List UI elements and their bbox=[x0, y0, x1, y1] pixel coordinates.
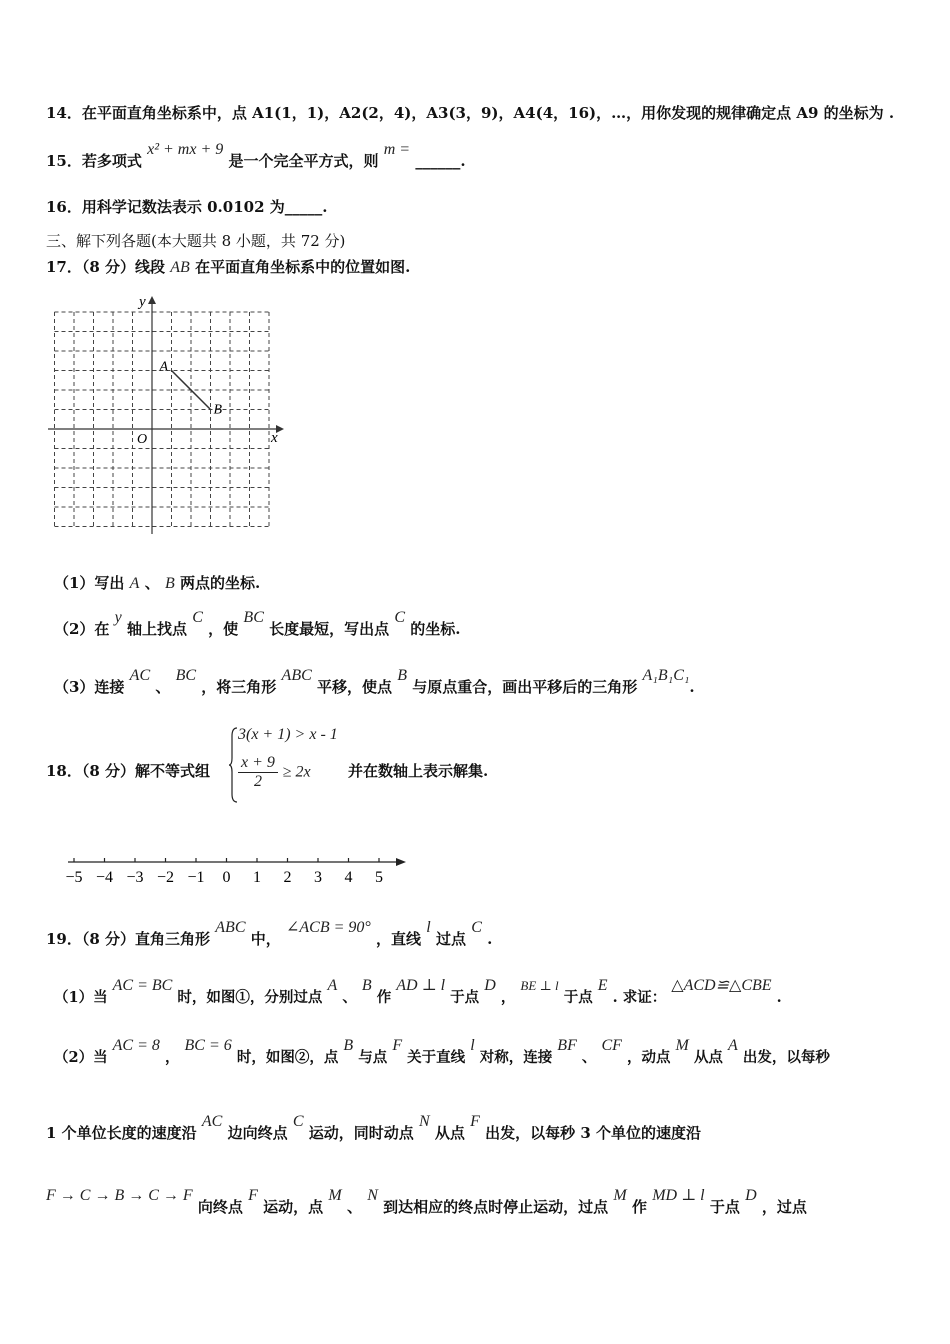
q19-l1-text-a: 19．（8 分）直角三角形 bbox=[46, 930, 211, 948]
y-axis-label: y bbox=[139, 294, 146, 310]
q18-suffix: 并在数轴上表示解集. bbox=[348, 762, 489, 780]
q17-p3-ac: AC bbox=[129, 667, 151, 684]
q19-l4-f: F bbox=[470, 1113, 480, 1130]
q19-l2-text-g: 于点 bbox=[563, 989, 593, 1006]
q17-p1-text-c: 两点的坐标. bbox=[179, 574, 261, 592]
q17-p2-text-a: （2）在 bbox=[54, 620, 110, 638]
point-a-label: A bbox=[159, 359, 169, 375]
q17-p3-text-d: 平移，使点 bbox=[317, 678, 393, 696]
q19-l2-d: D bbox=[484, 977, 496, 994]
q19-l1-text-e: . bbox=[487, 930, 493, 948]
question-18 bbox=[46, 760, 210, 781]
q19-l1-abc: ABC bbox=[215, 919, 246, 936]
q19-l3-cf: CF bbox=[601, 1037, 622, 1054]
q19-line-1 bbox=[46, 919, 493, 949]
q19-l3-bc: BC = 6 bbox=[184, 1037, 232, 1054]
q19-l2-ac-bc: AC = BC bbox=[112, 977, 173, 994]
number-line-tick-label: 4 bbox=[344, 869, 353, 886]
q19-l5-md-perp: MD ⊥ l bbox=[652, 1187, 705, 1204]
question-17 bbox=[46, 256, 410, 277]
q17-suffix: 在平面直角坐标系中的位置如图. bbox=[195, 258, 411, 276]
q17-p2-text-e: 的坐标. bbox=[410, 620, 461, 638]
q19-l3-text-c: 时，如图②，点 bbox=[236, 1049, 339, 1066]
question-14-text: 14．在平面直角坐标系中，点 A1(1，1)，A2(2，4)，A3(3，9)，A4(4，16)，…，用你发现的规律确定点 A9 的坐标为 . bbox=[46, 104, 895, 122]
q19-l3-text-g: 、 bbox=[581, 1049, 597, 1066]
q19-l3-text-j: 出发，以每秒 bbox=[742, 1049, 830, 1066]
q19-l3-b: B bbox=[343, 1037, 354, 1054]
q19-l3-text-e: 关于直线 bbox=[407, 1049, 466, 1066]
q19-l4-text-b: 边向终点 bbox=[227, 1124, 288, 1142]
q17-p1-text-a: （1）写出 bbox=[54, 574, 125, 592]
q17-p1-text-b: 、 bbox=[144, 574, 160, 592]
q19-l2-congruent: △ACD≌△CBE bbox=[671, 977, 772, 994]
question-14 bbox=[46, 102, 894, 123]
q19-l3-a: A bbox=[728, 1037, 738, 1054]
q19-l2-a: A bbox=[327, 977, 338, 994]
q17-p3-text-e: 与原点重合，画出平移后的三角形 bbox=[412, 678, 638, 696]
q19-l5-text-b: 运动，点 bbox=[263, 1198, 324, 1216]
q19-l4-text-d: 从点 bbox=[434, 1124, 465, 1142]
q19-l5-text-g: ，过点 bbox=[761, 1198, 807, 1216]
q19-l5-d: D bbox=[745, 1187, 757, 1204]
q19-l2-b: B bbox=[361, 977, 372, 994]
q15-polynomial: x² + mx + 9 bbox=[147, 141, 224, 158]
number-line-tick-label: −4 bbox=[95, 869, 114, 886]
q15-blank: ______ bbox=[415, 152, 461, 170]
q19-l5-text-d: 到达相应的终点时停止运动，过点 bbox=[383, 1198, 609, 1216]
q18-fraction-numerator: x + 9 bbox=[238, 754, 278, 773]
q19-l1-text-b: 中， bbox=[250, 930, 281, 948]
q17-p2-text-d: 长度最短，写出点 bbox=[269, 620, 390, 638]
q19-l3-text-i: 从点 bbox=[693, 1049, 723, 1066]
q17-p1-point-a: A bbox=[129, 575, 140, 592]
q18-suffix-line bbox=[348, 760, 488, 781]
q16-suffix: . bbox=[322, 198, 328, 216]
q19-l3-text-a: （2）当 bbox=[54, 1049, 108, 1066]
q17-p2-bc: BC bbox=[243, 609, 264, 626]
q17-p3-text-a: （3）连接 bbox=[54, 678, 125, 696]
q19-l5-m: M bbox=[328, 1187, 342, 1204]
q19-l1-text-d: 过点 bbox=[435, 930, 466, 948]
q19-l5-text-e: 作 bbox=[631, 1198, 647, 1216]
q19-l1-text-c: ，直线 bbox=[376, 930, 422, 948]
q19-l5-m2: M bbox=[613, 1187, 627, 1204]
q18-prefix: 18．（8 分）解不等式组 bbox=[46, 762, 211, 780]
q19-l2-text-c: 、 bbox=[342, 989, 357, 1006]
number-line-tick-label: 3 bbox=[314, 869, 322, 886]
q19-l3-f: F bbox=[392, 1037, 403, 1054]
q19-l2-text-i: . bbox=[776, 989, 782, 1006]
q19-l3-l: l bbox=[470, 1037, 475, 1054]
q17-p2-c: C bbox=[192, 609, 203, 626]
point-b-label: B bbox=[213, 402, 223, 418]
q17-p2-c2: C bbox=[394, 609, 406, 626]
q19-l1-l: l bbox=[426, 919, 431, 936]
q15-variable: m = bbox=[383, 141, 411, 158]
y-axis-arrow bbox=[148, 296, 156, 304]
q19-l2-e: E bbox=[597, 977, 608, 994]
number-line-tick-label: 5 bbox=[375, 869, 383, 886]
q16-text: 16．用科学记数法表示 0.0102 为 bbox=[46, 198, 285, 216]
q15-middle: 是一个完全平方式，则 bbox=[228, 152, 379, 170]
q17-p3-text-c: ，将三角形 bbox=[201, 678, 277, 696]
q19-l2-text-e: 于点 bbox=[450, 989, 480, 1006]
q19-l5-text-c: 、 bbox=[346, 1198, 362, 1216]
q17-p3-text-f: . bbox=[689, 678, 695, 696]
q17-part-2 bbox=[54, 609, 461, 639]
q19-l2-be-perp: BE ⊥ l bbox=[520, 978, 559, 993]
q17-p1-point-b: B bbox=[164, 575, 175, 592]
number-line-tick-label: −1 bbox=[187, 869, 205, 886]
q15-suffix: . bbox=[460, 152, 466, 170]
q19-l5-path: F → C → B → C → F bbox=[46, 1187, 193, 1204]
q19-l2-ad-perp: AD ⊥ l bbox=[396, 977, 446, 994]
q18-inequality-2 bbox=[238, 754, 311, 791]
q19-line-4 bbox=[46, 1113, 702, 1143]
q17-p3-bc: BC bbox=[175, 667, 197, 684]
q19-l5-f: F bbox=[248, 1187, 258, 1204]
q18-inequality-1: 3(x + 1) > x - 1 bbox=[238, 726, 338, 743]
number-line-tick-label: −3 bbox=[126, 869, 144, 886]
q19-line-3 bbox=[54, 1037, 830, 1067]
q17-p3-text-b: 、 bbox=[155, 678, 171, 696]
q18-inequality-system bbox=[228, 724, 348, 804]
q19-l4-c: C bbox=[292, 1113, 304, 1130]
q17-p3-a1b1c1: A₁B₁C₁ bbox=[642, 667, 690, 684]
number-line-tick-label: 2 bbox=[283, 869, 292, 886]
number-line-tick-label: −2 bbox=[156, 869, 175, 886]
q19-l5-text-a: 向终点 bbox=[197, 1198, 243, 1216]
question-16 bbox=[46, 196, 327, 217]
q19-l2-text-a: （1）当 bbox=[54, 989, 108, 1006]
section-3-title: 三、解下列各题(本大题共 8 小题，共 72 分) bbox=[46, 232, 346, 250]
q19-l3-text-d: 与点 bbox=[358, 1049, 388, 1066]
q19-l3-text-h: ，动点 bbox=[626, 1049, 671, 1066]
q19-l1-angle: ∠ACB = 90° bbox=[285, 919, 371, 936]
q17-prefix: 17．（8 分）线段 bbox=[46, 258, 166, 276]
q19-l5-text-f: 于点 bbox=[709, 1198, 740, 1216]
q19-l2-text-f: ， bbox=[500, 989, 516, 1006]
q19-l2-text-h: . 求证： bbox=[612, 989, 667, 1006]
q15-prefix: 15．若多项式 bbox=[46, 152, 142, 170]
q19-l3-text-b: ， bbox=[164, 1049, 180, 1066]
number-line-arrow bbox=[396, 858, 406, 866]
q18-fraction-denominator: 2 bbox=[253, 773, 262, 790]
q19-l4-text-e: 出发，以每秒 3 个单位的速度沿 bbox=[485, 1124, 702, 1142]
q17-p3-b: B bbox=[397, 667, 408, 684]
q18-brace bbox=[228, 726, 238, 804]
section-title bbox=[46, 230, 345, 251]
q19-line-5 bbox=[46, 1187, 807, 1217]
q18-inequality-2-rhs: ≥ 2x bbox=[282, 763, 311, 781]
question-15 bbox=[46, 141, 466, 171]
number-line-tick-label: 0 bbox=[222, 869, 231, 886]
grid-lines bbox=[55, 312, 270, 527]
x-axis-label: x bbox=[271, 430, 278, 446]
q17-segment: AB bbox=[170, 259, 190, 276]
q19-line-2 bbox=[54, 977, 782, 1007]
q18-number-line bbox=[60, 850, 420, 890]
q19-l5-n: N bbox=[367, 1187, 378, 1204]
q19-l3-bf: BF bbox=[557, 1037, 577, 1054]
q19-l4-text-a: 1 个单位长度的速度沿 bbox=[46, 1124, 197, 1142]
q19-l4-ac: AC bbox=[201, 1113, 223, 1130]
q19-l4-n: N bbox=[419, 1113, 430, 1130]
q19-l3-text-f: 对称，连接 bbox=[479, 1049, 553, 1066]
q17-p3-abc: ABC bbox=[281, 667, 312, 684]
origin-label: O bbox=[137, 432, 148, 447]
number-line-tick-label: 1 bbox=[253, 869, 261, 886]
q17-part-1 bbox=[54, 572, 260, 593]
q18-fraction bbox=[238, 754, 278, 791]
q19-l1-c: C bbox=[471, 919, 482, 936]
q19-l3-ac: AC = 8 bbox=[112, 1037, 160, 1054]
q16-blank: _____ bbox=[284, 198, 323, 216]
q17-p2-text-b: 轴上找点 bbox=[127, 620, 188, 638]
q17-coordinate-graph bbox=[40, 292, 290, 542]
q19-l2-text-b: 时，如图①，分别过点 bbox=[177, 989, 323, 1006]
number-line-tick-label: −5 bbox=[65, 869, 83, 886]
q17-part-3 bbox=[54, 667, 695, 697]
q19-l3-m: M bbox=[675, 1037, 689, 1054]
q19-l2-text-d: 作 bbox=[376, 989, 392, 1006]
q19-l4-text-c: 运动，同时动点 bbox=[308, 1124, 414, 1142]
q17-p2-text-c: ，使 bbox=[208, 620, 239, 638]
q17-p2-y: y bbox=[114, 609, 122, 626]
